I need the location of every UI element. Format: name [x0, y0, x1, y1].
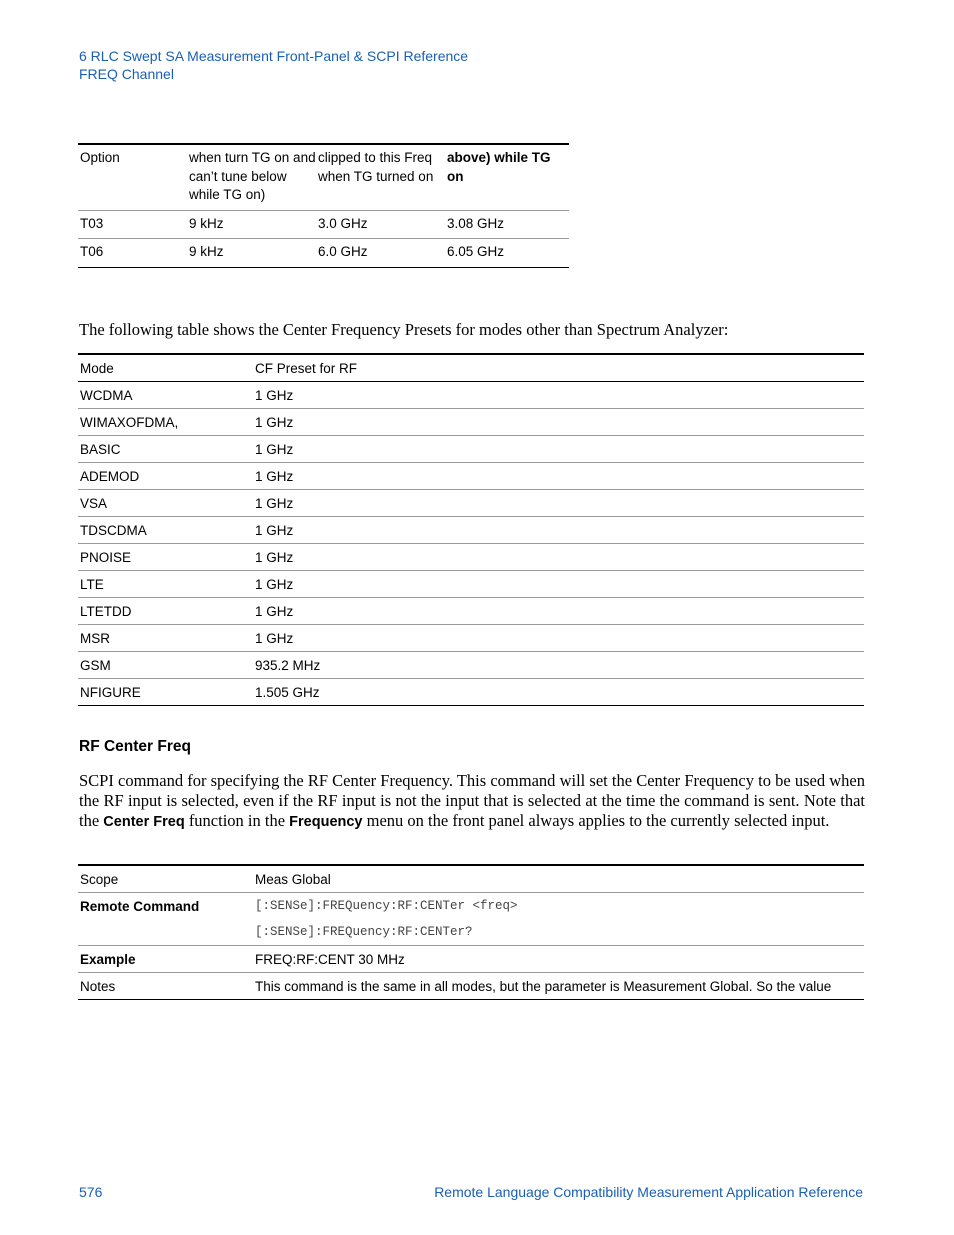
text-run: SCPI command for specifying the RF Center Frequency. This command will set the Center Frequency to be used when the RF input is selected, even if the RF input is not the input that is selected at the time the command is sent. Note that the — [79, 771, 865, 830]
table-cell: 1 GHz — [253, 382, 864, 409]
table-cell: [:SENSe]:FREQuency:RF:CENTer <freq> — [255, 899, 518, 913]
table-cell: Remote Command — [78, 893, 253, 946]
table-cell: WIMAXOFDMA, — [78, 409, 253, 436]
table-cell: FREQ:RF:CENT 30 MHz — [253, 946, 864, 973]
table-cell: 6.05 GHz — [445, 239, 569, 268]
table-cell: 6.0 GHz — [316, 239, 445, 268]
table-row — [78, 210, 569, 239]
table-cell: 3.0 GHz — [316, 210, 445, 239]
running-header-section: FREQ Channel — [79, 66, 174, 82]
table-cell: 1 GHz — [253, 598, 864, 625]
table-cell: This command is the same in all modes, but the parameter is Measurement Global. So the value — [253, 973, 864, 1000]
table-cell: MSR — [78, 625, 253, 652]
table-row-remote-command — [78, 893, 864, 920]
table-cell: VSA — [78, 490, 253, 517]
keyword-frequency: Frequency — [289, 814, 363, 830]
table-cell: 935.2 MHz — [253, 652, 864, 679]
table-cell: LTETDD — [78, 598, 253, 625]
table-row — [78, 382, 864, 409]
table-row — [78, 544, 864, 571]
table-cell: Mode — [78, 354, 253, 382]
table-row — [78, 598, 864, 625]
table-cell: 1 GHz — [253, 571, 864, 598]
table-cell: 1 GHz — [253, 409, 864, 436]
table-cell: T03 — [78, 210, 187, 239]
table-row — [78, 436, 864, 463]
command-table — [78, 864, 864, 1000]
option-table-header — [78, 144, 569, 210]
table-cell: LTE — [78, 571, 253, 598]
table-cell: Scope — [78, 865, 253, 893]
table-cell: ADEMOD — [78, 463, 253, 490]
table-cell: 9 kHz — [187, 239, 316, 268]
text-run: menu on the front panel always applies to the currently selected input. — [362, 811, 830, 830]
text-run: function in the — [184, 811, 290, 830]
keyword-center-freq: Center Freq — [103, 814, 185, 830]
table-cell: Option — [80, 150, 120, 165]
table-cell: clipped to this Freq when TG turned on — [318, 150, 434, 184]
table-cell: PNOISE — [78, 544, 253, 571]
table-row-example — [78, 946, 864, 973]
table-row — [78, 652, 864, 679]
table-row — [78, 490, 864, 517]
table-cell: 1 GHz — [253, 625, 864, 652]
table-cell: CF Preset for RF — [253, 354, 864, 382]
table-cell: 1 GHz — [253, 436, 864, 463]
table-cell: BASIC — [78, 436, 253, 463]
page-number: 576 — [79, 1184, 103, 1200]
table-cell: Meas Global — [253, 865, 864, 893]
table-row — [78, 409, 864, 436]
table-row-scope — [78, 865, 864, 893]
section-heading: RF Center Freq — [79, 738, 191, 755]
table-cell: when turn TG on and can’t tune below while TG on) — [189, 150, 316, 202]
table-cell: T06 — [78, 239, 187, 268]
table-cell: 1 GHz — [253, 544, 864, 571]
table-cell: 1.505 GHz — [253, 679, 864, 706]
table-row-notes — [78, 973, 864, 1000]
table-cell: GSM — [78, 652, 253, 679]
footer-doc-title: Remote Language Compatibility Measurement Application Reference — [434, 1184, 863, 1200]
table-row — [78, 679, 864, 706]
presets-table-header — [78, 354, 864, 382]
table-cell: NFIGURE — [78, 679, 253, 706]
section-paragraph — [79, 771, 865, 832]
table-row — [78, 517, 864, 544]
table-row — [78, 463, 864, 490]
table-cell: Notes — [78, 973, 253, 1000]
table-cell: 3.08 GHz — [445, 210, 569, 239]
running-header-chapter: 6 RLC Swept SA Measurement Front-Panel & SCPI Reference — [79, 48, 469, 64]
table-cell: Example — [78, 946, 253, 973]
table-cell: 1 GHz — [253, 517, 864, 544]
table-cell: WCDMA — [78, 382, 253, 409]
option-table — [78, 143, 569, 268]
table-cell: 9 kHz — [187, 210, 316, 239]
table-cell: 1 GHz — [253, 463, 864, 490]
table-cell: above) while TG on — [447, 150, 551, 184]
intro-paragraph: The following table shows the Center Frequency Presets for modes other than Spectrum Analyzer: — [79, 320, 729, 339]
table-row — [78, 571, 864, 598]
table-cell: [:SENSe]:FREQuency:RF:CENTer? — [253, 919, 864, 946]
table-cell: 1 GHz — [253, 490, 864, 517]
table-row — [78, 239, 569, 268]
table-row — [78, 625, 864, 652]
cf-presets-table — [78, 353, 864, 706]
table-cell: TDSCDMA — [78, 517, 253, 544]
